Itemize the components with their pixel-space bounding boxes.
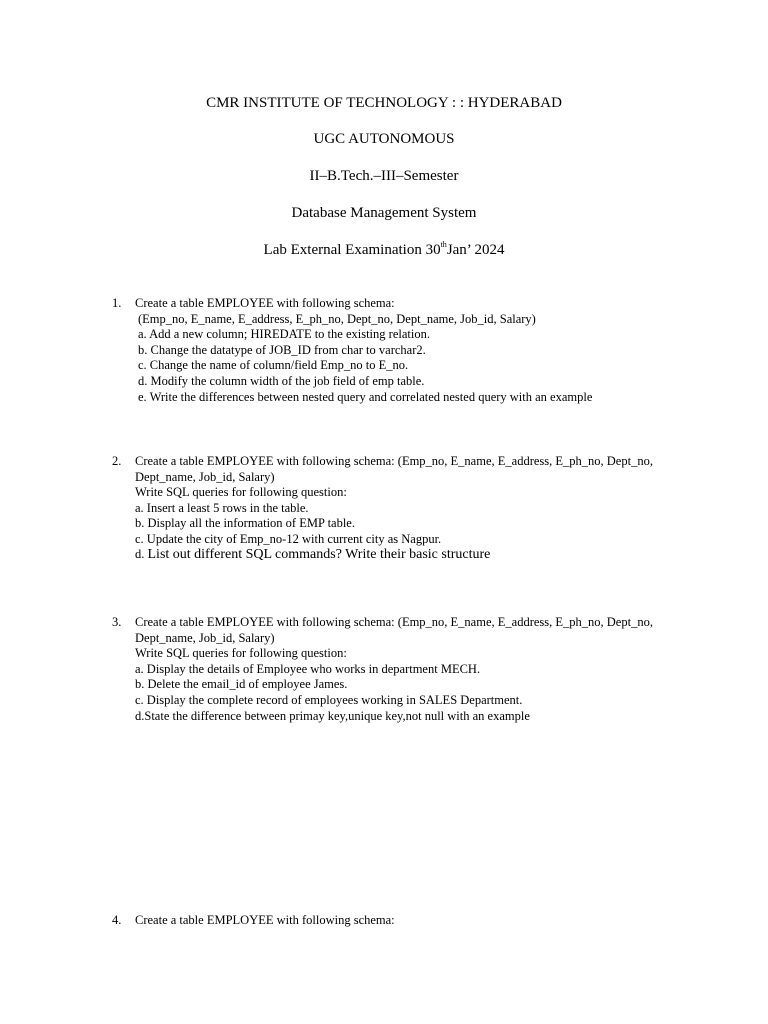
question-line: c. Display the complete record of employees working in SALES Department. [135,693,523,707]
question-line: (Emp_no, E_name, E_address, E_ph_no, Dept_no, Dept_name, Job_id, Salary) [138,311,536,326]
question-line: b. Change the datatype of JOB_ID from char to varchar2. [138,342,426,357]
question-line: a. Add a new column; HIREDATE to the existing relation. [138,327,430,342]
question-line: Write SQL queries for following question: [135,646,347,661]
question-line: a. Insert a least 5 rows in the table. [135,500,309,515]
question-line: Create a table EMPLOYEE with following schema: (Emp_no, E_name, E_address, E_ph_no, Dept_no, [135,454,653,468]
question-line: b. Delete the email_id of employee James. [135,677,348,692]
item-text: List out different SQL commands? Write their basic structure [147,547,491,562]
question-line: Dept_name, Job_id, Salary) [135,469,275,484]
question-line: Write SQL queries for following question: [135,485,347,500]
question-line: e. Write the differences between nested query and correlated nested query with an example [138,389,593,404]
question-line: d.State the difference between primay key,unique key,not null with an example [135,708,530,723]
exam-date-suffix: th [440,240,447,249]
exam-title-suffix: Jan’ 2024 [446,242,505,258]
item-prefix: d. [135,547,148,561]
question-number: 3. [112,615,122,629]
question-line: b. Display all the information of EMP table. [135,516,355,531]
program-semester: II–B.Tech.–III–Semester [309,168,459,184]
autonomous-status: UGC AUTONOMOUS [313,131,455,147]
question-line: Create a table EMPLOYEE with following schema: (Emp_no, E_name, E_address, E_ph_no, Dept_no, [135,615,653,629]
question-line: c. Update the city of Emp_no-12 with current city as Nagpur. [135,532,442,546]
question-line [135,547,490,563]
subject-title: Database Management System [291,205,477,221]
question-number: 2. [112,454,122,468]
exam-title-prefix: Lab External Examination 30 [263,242,441,258]
question-line: a. Display the details of Employee who works in department MECH. [135,661,481,676]
question-line: Dept_name, Job_id, Salary) [135,630,275,645]
institute-title: CMR INSTITUTE OF TECHNOLOGY : : HYDERABAD [206,95,562,111]
question-line: Create a table EMPLOYEE with following schema: [135,913,395,927]
question-line: d. Modify the column width of the job field of emp table. [138,374,425,388]
question-line: c. Change the name of column/field Emp_no to E_no. [138,358,409,373]
exam-title [0,241,768,259]
question-line: Create a table EMPLOYEE with following schema: [135,296,395,310]
question-number: 4. [112,913,122,927]
question-number: 1. [112,296,122,310]
